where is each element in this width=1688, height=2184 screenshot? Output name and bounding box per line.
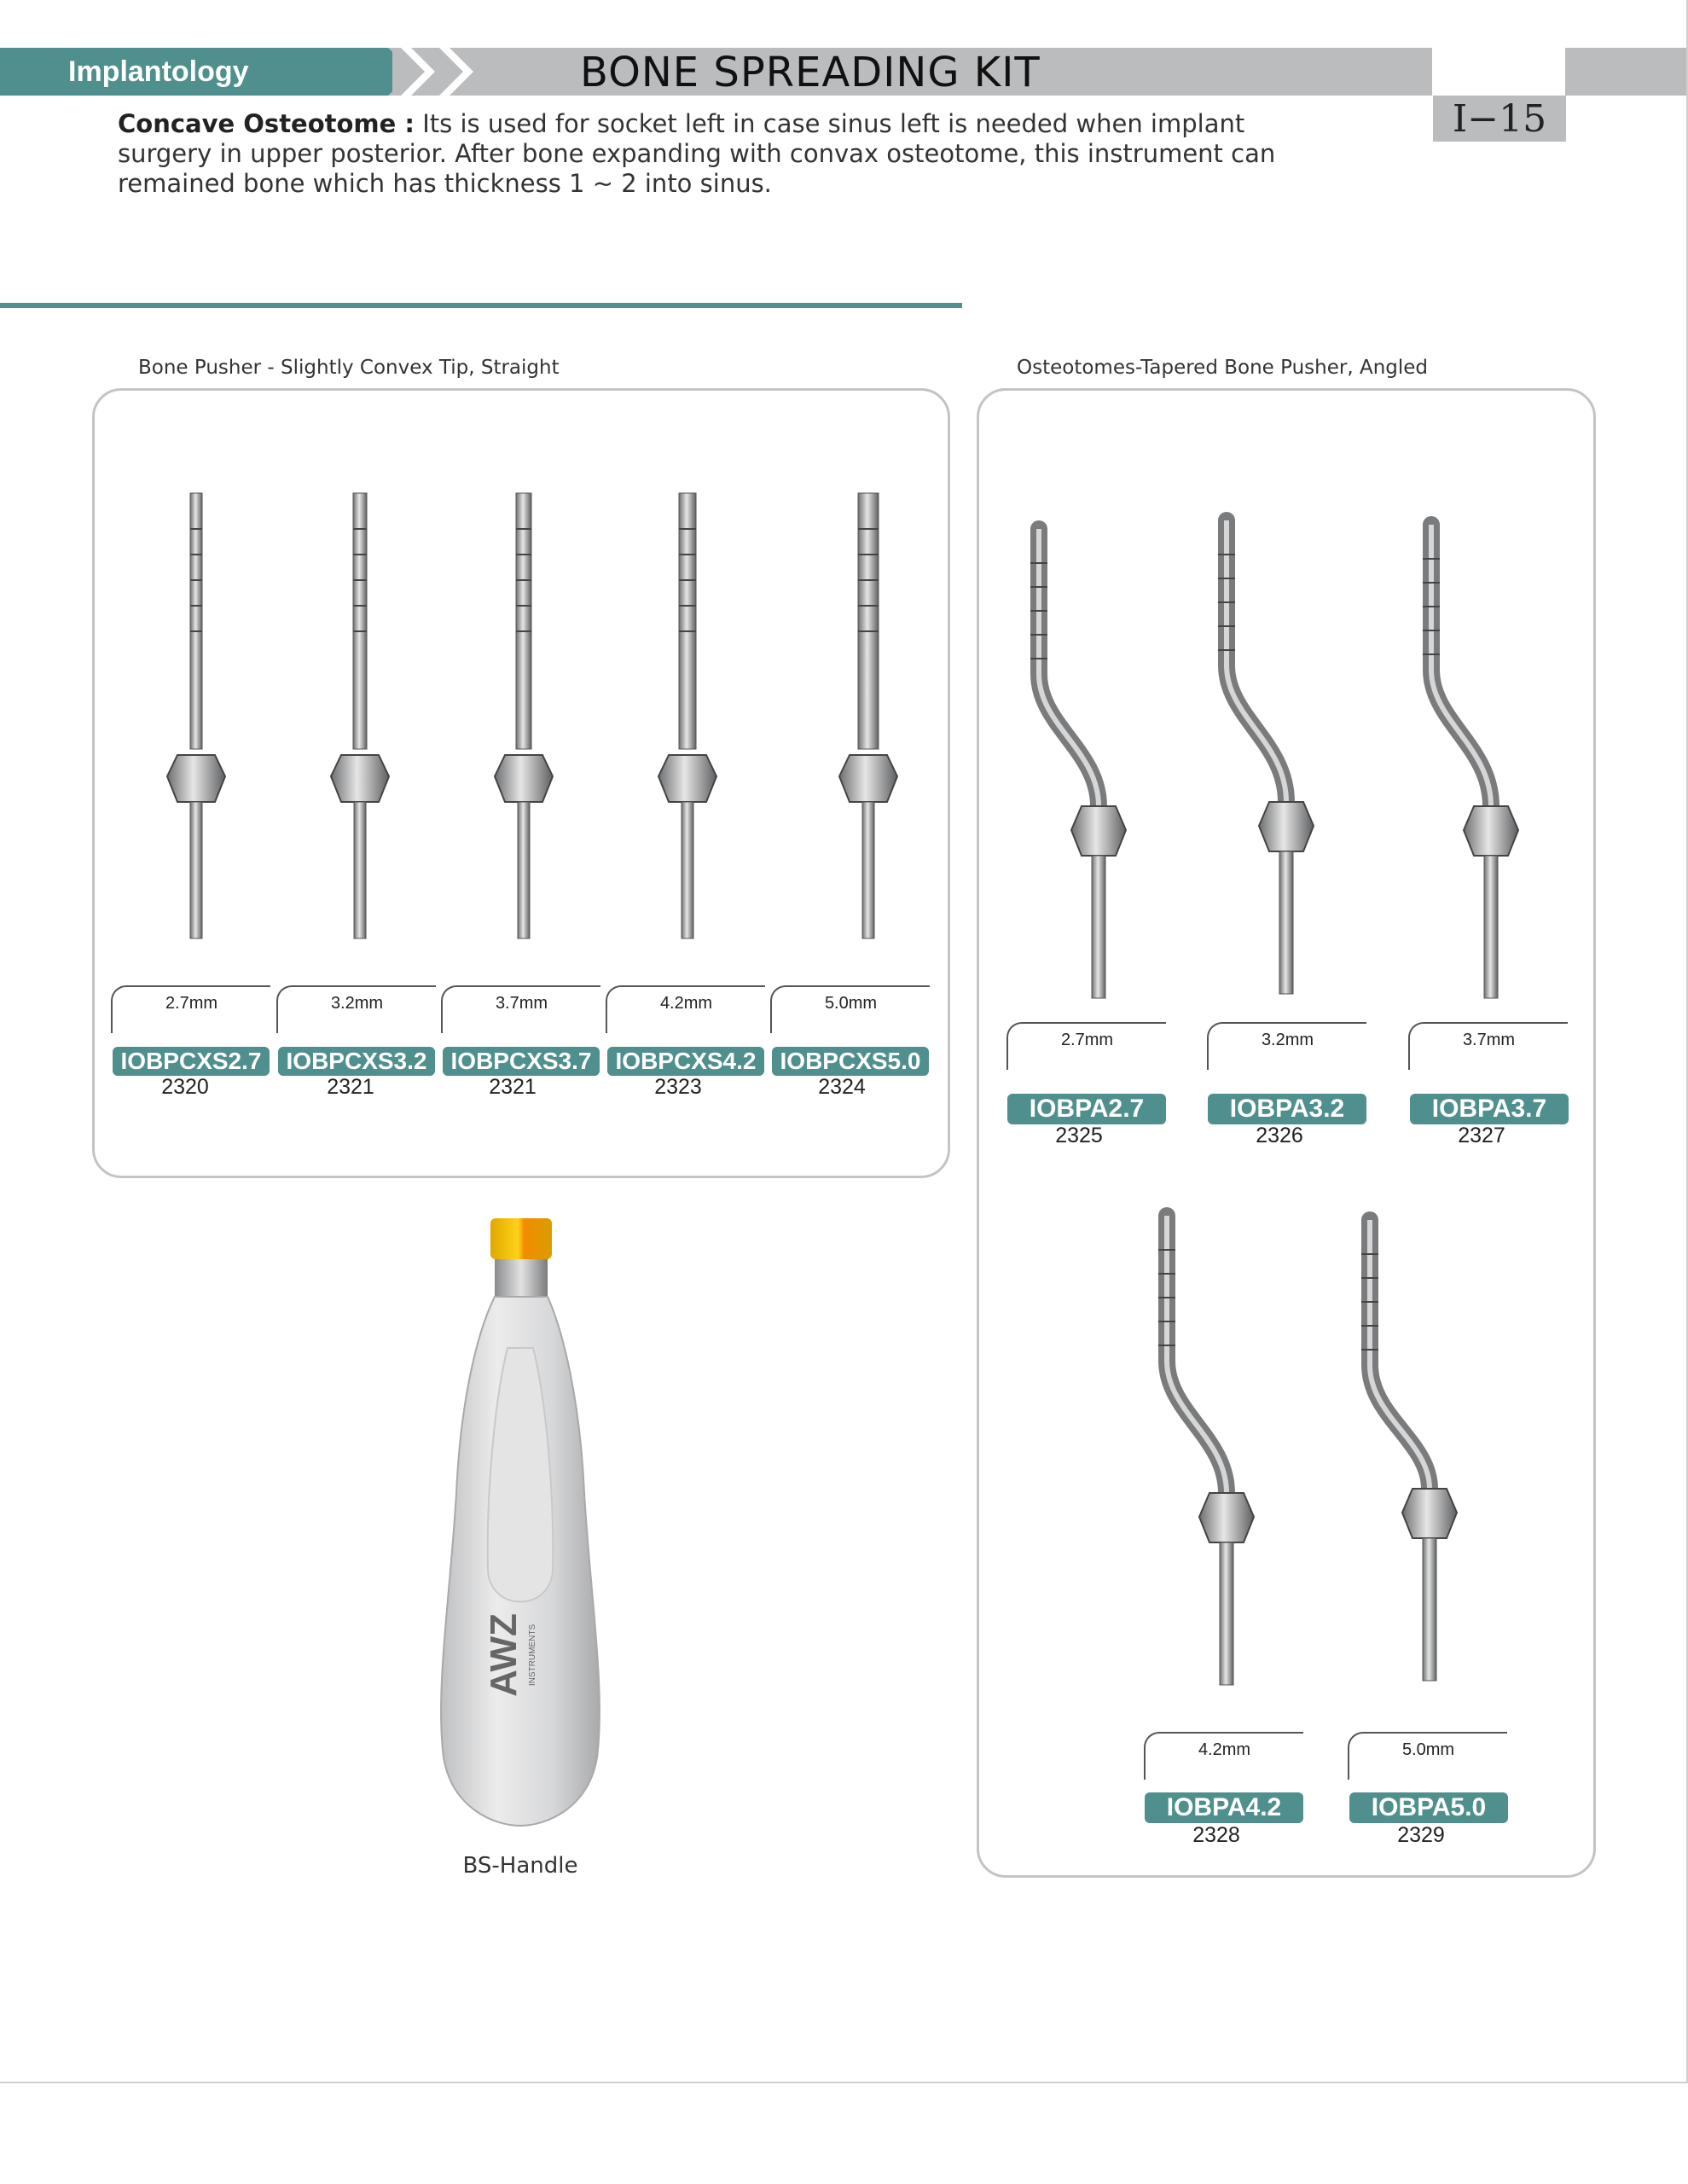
product-number: 2326 — [1256, 1124, 1303, 1147]
product-code: IOBPCXS4.2 — [607, 1047, 764, 1076]
product-number: 2328 — [1192, 1823, 1240, 1847]
product-code: IOBPCXS3.7 — [443, 1047, 600, 1076]
product-code: IOBPA3.7 — [1410, 1094, 1569, 1124]
product-code: IOBPCXS5.0 — [772, 1047, 929, 1076]
size-caption: 3.7mm — [1408, 1022, 1568, 1070]
size-caption: 3.2mm — [276, 985, 436, 1033]
handle-cap — [490, 1218, 552, 1259]
handle-logo: AWZ — [483, 1613, 525, 1697]
straight-section-title: Bone Pusher - Slightly Convex Tip, Straight — [138, 357, 560, 379]
product-number: 2320 — [161, 1075, 209, 1099]
product-code: IOBPCXS3.2 — [278, 1047, 435, 1076]
product-number: 2324 — [818, 1075, 866, 1099]
size-caption: 4.2mm — [1144, 1732, 1303, 1780]
product-code: IOBPA4.2 — [1145, 1792, 1303, 1823]
angled-osteotome-image — [1423, 525, 1518, 998]
size-caption: 2.7mm — [111, 985, 270, 1033]
handle-logo-sub: INSTRUMENTS — [528, 1623, 537, 1687]
size-caption: 5.0mm — [1348, 1732, 1507, 1780]
product-code: IOBPA5.0 — [1349, 1792, 1508, 1823]
size-caption: 2.7mm — [1006, 1022, 1166, 1070]
product-code: IOBPA3.2 — [1208, 1094, 1366, 1124]
page-title: BONE SPREADING KIT — [580, 49, 1041, 96]
size-caption: 5.0mm — [770, 985, 930, 1033]
handle-label: BS-Handle — [462, 1853, 578, 1879]
description-text: Its is used for socket left in case sinus left is needed when implant surgery in upper posterior. After bone expanding with convax osteotome, this instrument can remained bone which has thickness 1 ~ 2 into sinus. — [118, 109, 1276, 198]
product-code: IOBPCXS2.7 — [113, 1047, 270, 1076]
product-number: 2321 — [489, 1075, 537, 1099]
product-number: 2323 — [654, 1075, 702, 1099]
size-caption: 3.2mm — [1207, 1022, 1366, 1070]
angled-osteotome-image — [1158, 1216, 1254, 1685]
angled-osteotome-image — [1218, 520, 1314, 994]
product-number: 2329 — [1397, 1823, 1445, 1847]
size-caption: 3.7mm — [441, 985, 600, 1033]
size-caption: 4.2mm — [606, 985, 765, 1033]
description-term: Concave Osteotome : — [118, 109, 415, 138]
product-number: 2325 — [1055, 1124, 1103, 1147]
category-label: Implantology — [68, 55, 249, 88]
angled-section-title: Osteotomes-Tapered Bone Pusher, Angled — [1017, 357, 1429, 379]
handle-neck — [495, 1259, 548, 1297]
bs-handle-image — [426, 1211, 614, 1834]
page-number: I−15 — [1452, 97, 1547, 141]
angled-osteotome-image — [1030, 529, 1126, 998]
product-number: 2327 — [1458, 1124, 1505, 1147]
product-number: 2321 — [327, 1075, 374, 1099]
product-code: IOBPA2.7 — [1007, 1094, 1166, 1124]
angled-osteotome-image — [1361, 1220, 1457, 1681]
